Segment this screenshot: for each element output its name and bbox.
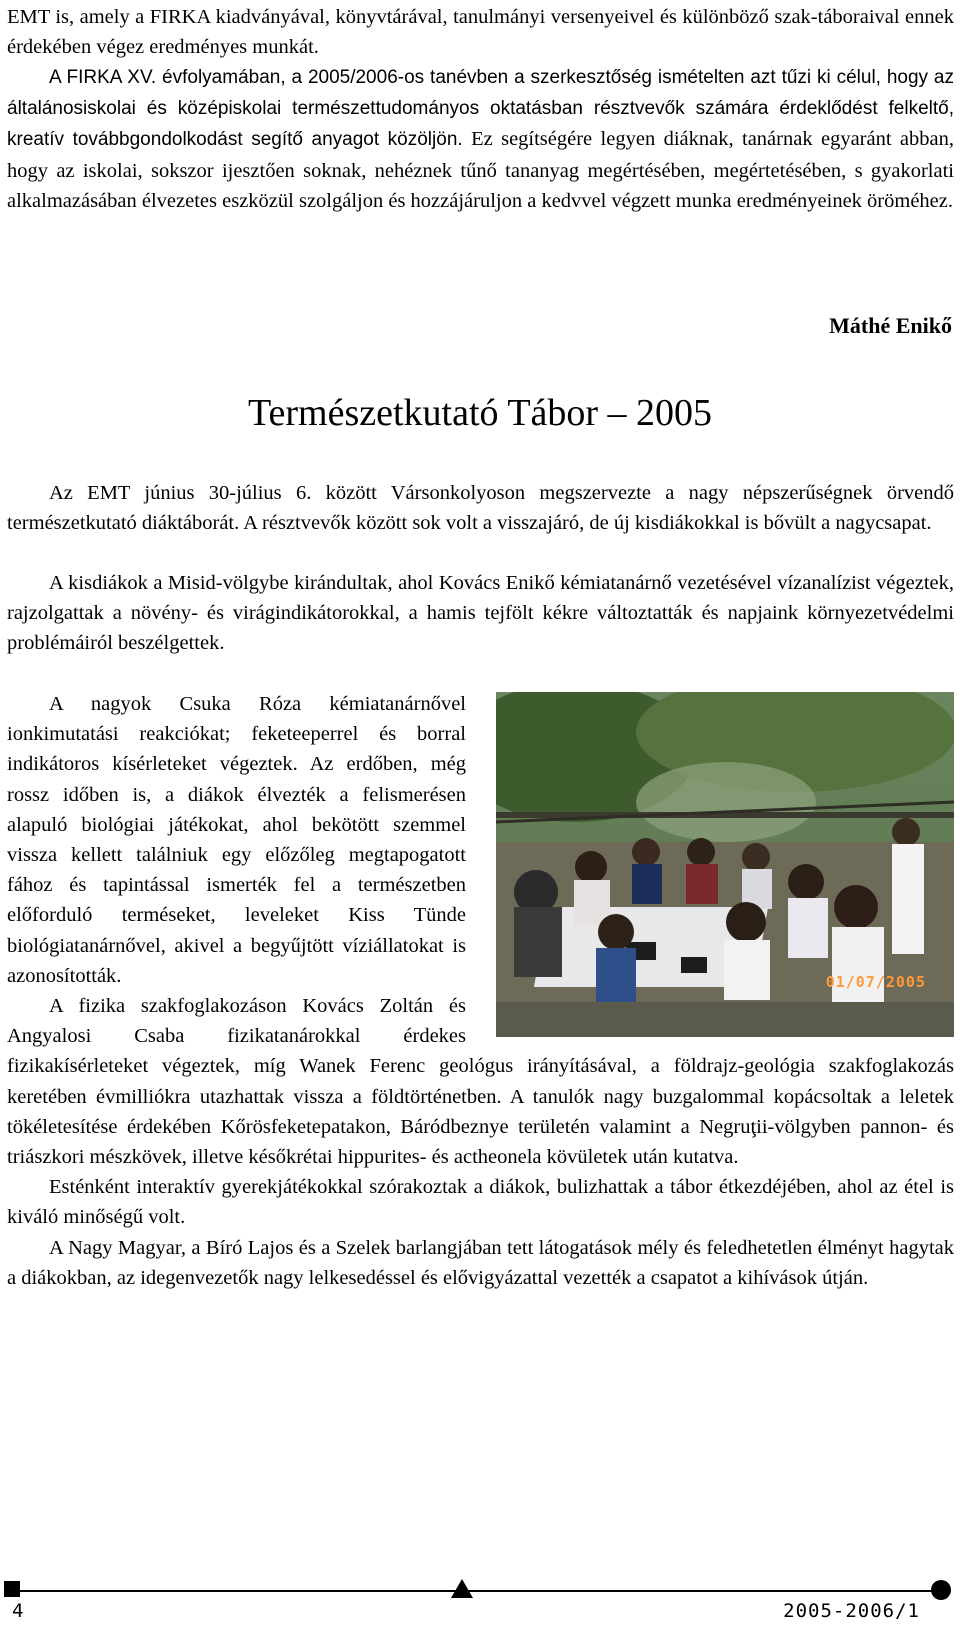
- article-paragraph-3: A nagyok Csuka Róza kémiatanárnővel ionkimutatási reakciókat; feketeeperrel és borral indikátoros kísérleteket végeztek. Az erdőben, még rossz időben is, a diákok élvezték a felismerésen alapuló biológiai játékokat, ahol bekötött szemmel vissza kellett találniuk egy előzőleg megtapogatott fához és tapintással ismerték fel a természetben előforduló terméseket, leveleket Kiss Tünde biológiatanárnővel, akivel a begyűjtött víziállatokat is azonosították.: [7, 693, 466, 987]
- article-paragraph-5: Esténként interaktív gyerekjátékokkal szórakoztak a diákok, bulizhattak a tábor étkezdéjében, ahol az étel is kiváló minőségű volt.: [7, 1176, 954, 1229]
- intro-paragraph-1: EMT is, amely a FIRKA kiadványával, könyvtárával, tanulmányi versenyeivel és különböző szak-táboraival ennek érdekében végez eredményes munkát.: [7, 6, 954, 59]
- footer-rule: [10, 1590, 950, 1592]
- photo-date-stamp: 01/07/2005: [825, 972, 926, 991]
- footer-circle-mark: [931, 1580, 951, 1600]
- camp-photo: [496, 692, 954, 1037]
- footer-triangle-mark: [451, 1579, 473, 1598]
- page-number: 4: [12, 1600, 24, 1622]
- article-body-with-photo: [7, 689, 954, 1293]
- article-paragraph-1: Az EMT június 30-július 6. között Vársonkolyoson megszervezte a nagy népszerűségnek örvendő természetkutató diáktáborát. A résztvevők között sok volt a visszajáró, de új kisdiákokkal is bővült a nagycsapat.: [7, 482, 954, 535]
- author-signature: Máthé Enikő: [829, 313, 952, 338]
- intro-paragraph-2-rest: Ez segítségére legyen diáknak, tanárnak egyaránt abban, hogy az iskolai, sokszor ijesztően soknak, nehéznek tűnő tananyag megértésében, megértetésében, s gyakorlati alkalmazásában élvezetes eszközül szolgáljon és hozzájáruljon a kedvvel végzett munka eredményeinek öröméhez.: [7, 128, 955, 212]
- intro-paragraph-2-lead: A FIRKA XV. évfolyamában, a 2005/2006-os tanévben a szerkesztőség ismételten azt tűzi ki célul, hogy az általánosiskolai és középiskolai természettudományos oktatásban résztvevők számára érdeklődést felkeltő, kreatív továbbgondolkodást segítő anyagot közöljön.: [7, 67, 954, 151]
- article-paragraph-2: A kisdiákok a Misid-völgybe kirándultak, ahol Kovács Enikő kémiatanárnő vezetésével vízanalízist végeztek, rajzolgattak a növény- és virágindikátorokkal, a hamis tejfölt kékre változtatták és napjaink környezetvédelmi problémáiról beszélgettek.: [7, 572, 954, 655]
- footer-square-mark: [4, 1581, 20, 1597]
- article-paragraph-6: A Nagy Magyar, a Bíró Lajos és a Szelek barlangjában tett látogatások mély és feledhetetlen élményt hagytak a diákokban, az idegenvezetők nagy lelkesedéssel és elővigyázattal vezették a csapatot a kihívások útján.: [7, 1236, 954, 1289]
- issue-number: 2005-2006/1: [783, 1600, 920, 1622]
- article-paragraph-4: A fizika szakfoglakozáson Kovács Zoltán és Angyalosi Csaba fizikatanárokkal érdekes fizikakísérleteket végeztek, míg Wanek Ferenc geológus irányításával, a földrajz-geológia szakfoglakozás keretében évmilliókra utazhattak vissza a földtörténetben. A tanulók nagy buzgalommal kopácsoltak a leletek tökéletesítése érdekében Kőrösfeketepatakon, Báródbeznye területén valamint a Negruţii-völgyben pannon- és triászkori mészkövek, illetve későkrétai hippurites- és actheonela kövületek után kutatva.: [7, 995, 954, 1169]
- intro-paragraph-2: [7, 62, 954, 216]
- article-title: Természetkutató Tábor – 2005: [247, 392, 713, 434]
